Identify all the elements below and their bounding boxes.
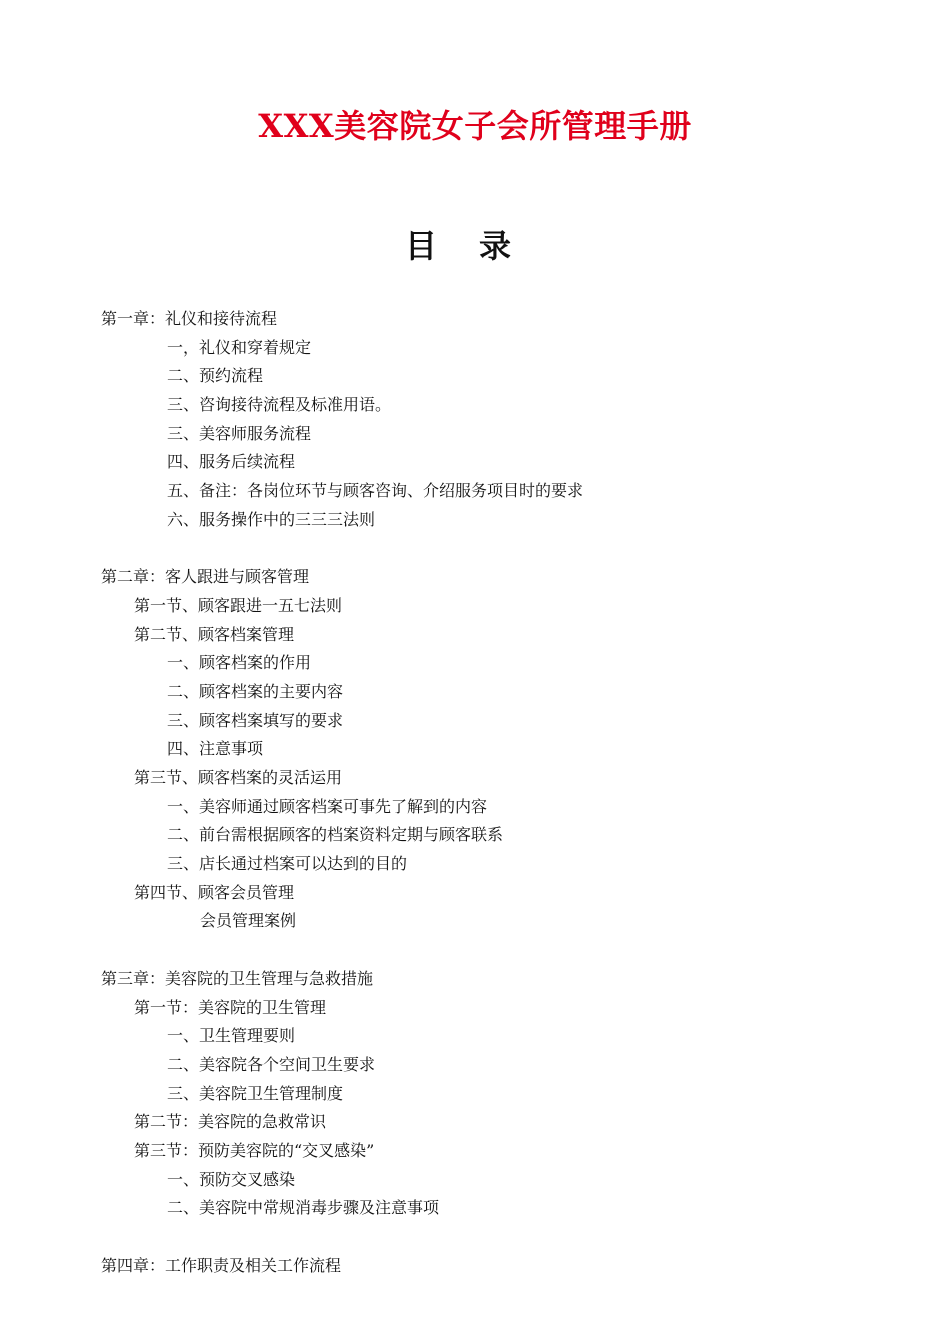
- toc-item: 一、预防交叉感染: [167, 1169, 296, 1189]
- toc-spacer: [0, 1223, 950, 1252]
- toc-heading-char-2: 录: [479, 227, 512, 265]
- toc-item: 四、注意事项: [167, 739, 264, 759]
- toc-item: 一、美容师通过顾客档案可事先了解到的内容: [167, 796, 488, 816]
- toc-item: 五、备注：各岗位环节与顾客咨询、介绍服务项目时的要求: [167, 481, 584, 501]
- toc-section: 第二节、顾客档案管理: [134, 624, 295, 644]
- toc-item: 三、美容师服务流程: [167, 423, 312, 443]
- toc-chapter: 第四章：工作职责及相关工作流程: [101, 1255, 342, 1275]
- toc-section: 第一节、顾客跟进一五七法则: [134, 595, 343, 615]
- toc-item: 一、顾客档案的作用: [167, 653, 312, 673]
- document-title: XXX美容院女子会所管理手册: [258, 107, 692, 145]
- toc-item: 二、美容院中常规消毒步骤及注意事项: [167, 1198, 440, 1218]
- toc-item: 三、美容院卫生管理制度: [167, 1083, 344, 1103]
- toc-spacer: [0, 535, 950, 564]
- toc-item: 二、前台需根据顾客的档案资料定期与顾客联系: [167, 825, 504, 845]
- toc-chapter: 第三章：美容院的卫生管理与急救措施: [101, 968, 374, 988]
- toc-item: 三、店长通过档案可以达到的目的: [167, 854, 408, 874]
- toc-item: 二、美容院各个空间卫生要求: [167, 1054, 376, 1074]
- toc-item: 二、顾客档案的主要内容: [167, 681, 344, 701]
- toc-section: 第四节、顾客会员管理: [134, 882, 295, 902]
- toc-item: 三、顾客档案填写的要求: [167, 710, 344, 730]
- toc-chapter: 第二章：客人跟进与顾客管理: [101, 567, 310, 587]
- table-of-contents: [0, 305, 950, 1280]
- toc-section: 第三节：预防美容院的“交叉感染”: [134, 1140, 375, 1160]
- toc-item: 二、预约流程: [167, 366, 264, 386]
- toc-section: 第二节：美容院的急救常识: [134, 1112, 327, 1132]
- toc-section: 第三节、顾客档案的灵活运用: [134, 768, 343, 787]
- toc-item: 四、服务后续流程: [167, 452, 296, 472]
- toc-heading-char-1: 目: [404, 227, 437, 265]
- toc-spacer: [0, 936, 950, 965]
- toc-item: 会员管理案例: [200, 911, 297, 931]
- toc-item: 一，礼仪和穿着规定: [167, 337, 312, 357]
- toc-chapter: 第一章：礼仪和接待流程: [101, 309, 278, 328]
- toc-item: 一、卫生管理要则: [167, 1026, 296, 1046]
- toc-item: 三、咨询接待流程及标准用语。: [167, 395, 392, 415]
- toc-item: 六、服务操作中的三三三法则: [167, 509, 376, 529]
- toc-heading: [0, 224, 916, 268]
- toc-section: 第一节：美容院的卫生管理: [134, 997, 327, 1017]
